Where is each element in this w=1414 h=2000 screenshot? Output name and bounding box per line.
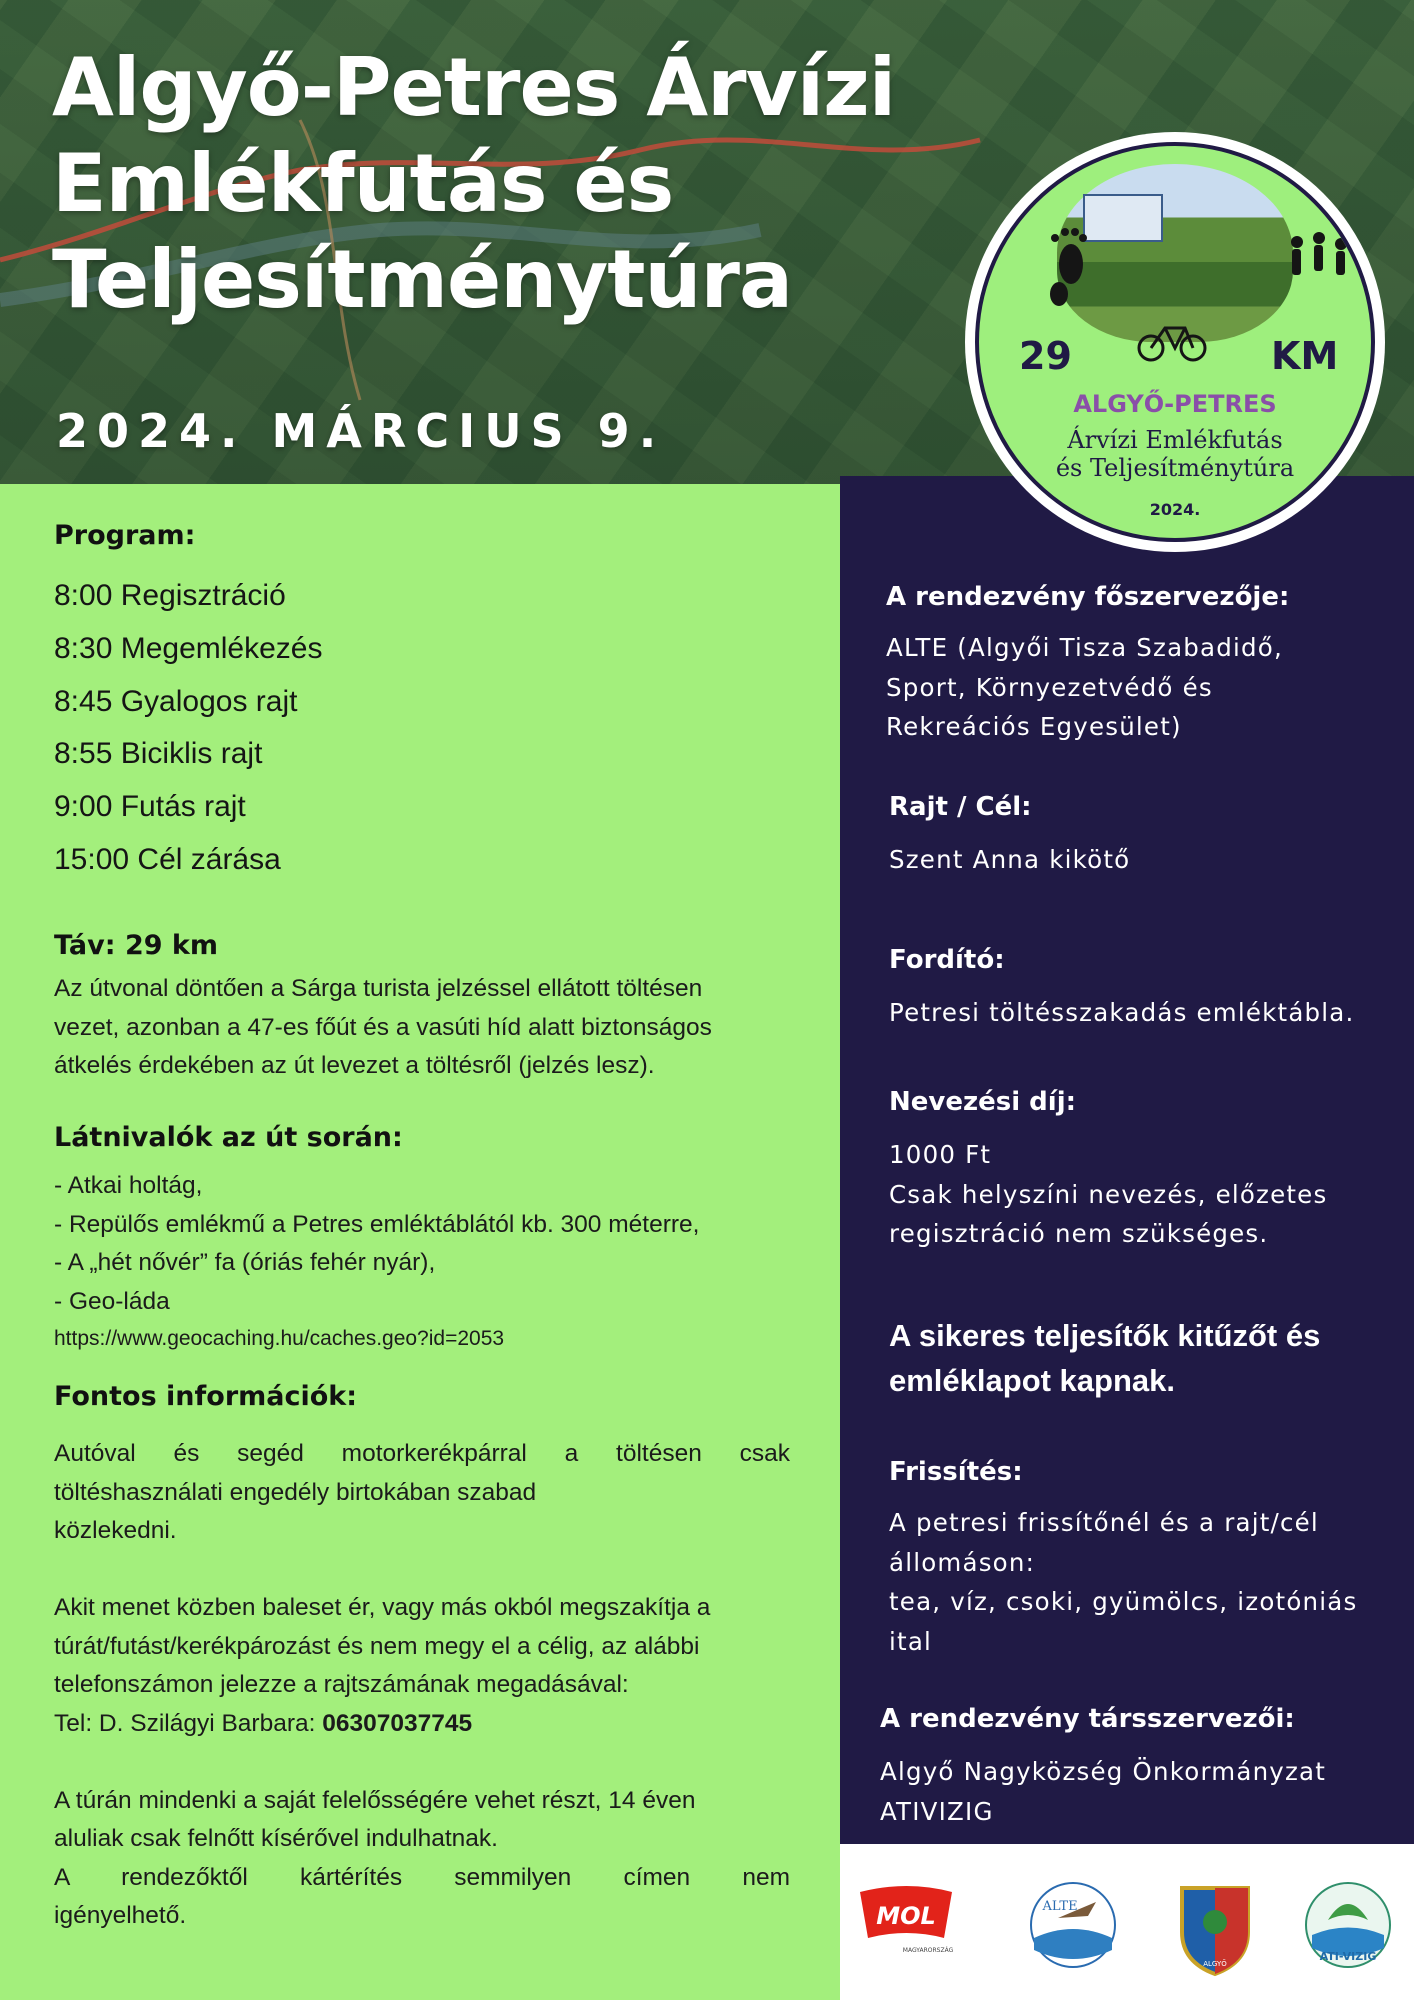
alte-logo <box>1018 1880 1128 1975</box>
algyo-coat-of-arms <box>1170 1880 1260 1985</box>
turnpoint-heading: Fordító: <box>889 945 1005 975</box>
title-line-2: Emlékfutás és <box>52 137 674 230</box>
badge-subtitle: Árvízi Emlékfutás és Teljesítménytúra <box>1055 426 1295 482</box>
program-item: 8:55 Biciklis rajt <box>54 737 263 771</box>
badge-inner <box>975 142 1375 542</box>
badge-unit: KM <box>1271 334 1339 378</box>
mol-logo-text: MOL <box>876 1902 936 1930</box>
reward-note: A sikeres teljesítők kitűzőt és emléklapot kapnak. <box>889 1318 1321 1398</box>
fee-text: 1000 Ft Csak helyszíni nevezés, előzetes regisztráció nem szükséges. <box>889 1140 1328 1248</box>
important-heading: Fontos információk: <box>54 1381 358 1412</box>
program-item: 8:45 Gyalogos rajt <box>54 684 298 718</box>
coorganizers-heading: A rendezvény társszervezői: <box>880 1704 1295 1734</box>
badge-year: 2024. <box>1149 500 1201 519</box>
event-title <box>52 40 895 328</box>
important-info: Autóval és segéd motorkerékpárral a töltésen csak töltéshasználati engedély birtokában szabad közlekedni. Akit menet közben baleset ér, vagy más okból megszakítja a túrát/futást/kerékpározást és nem megy el a célig, az alábbi telefonszámon jelezze a rajtszámának megadásával: Tel: D. Szilágyi Barbara: 06307037745 A túrán mindenki a saját felelősségére vehet részt, 14 éven aluliak csak felnőtt kísérővel indulhatnak. A rendezőktől kártérítés semmilyen címen nem igényelhető. <box>54 1440 790 1929</box>
alte-logo-text: ALTE <box>1042 1899 1078 1914</box>
sight-item: - Atkai holtág, <box>54 1172 203 1199</box>
ativizig-logo-text: ATI-VIZIG <box>1319 1950 1377 1963</box>
start-finish-value: Szent Anna kikötő <box>889 845 1131 874</box>
organizer-text: ALTE (Algyői Tisza Szabadidő, Sport, Környezetvédő és Rekreációs Egyesület) <box>886 633 1283 741</box>
distance-heading: Táv: 29 km <box>54 930 219 961</box>
start-finish-heading: Rajt / Cél: <box>889 792 1032 822</box>
geocache-link[interactable]: https://www.geocaching.hu/caches.geo?id=2053 <box>54 1327 505 1350</box>
footprint-icon <box>1050 228 1087 306</box>
sights-list <box>54 1167 814 1321</box>
refreshment-text: A petresi frissítőnél és a rajt/cél állomáson: tea, víz, csoki, gyümölcs, izotóniás ital <box>889 1508 1358 1656</box>
turnpoint-value: Petresi töltésszakadás emléktábla. <box>889 998 1355 1027</box>
bicycle-icon <box>1139 328 1205 360</box>
program-item: 8:00 Regisztráció <box>54 579 286 612</box>
title-line-1: Algyő-Petres Árvízi <box>52 41 896 134</box>
program-heading: Program: <box>54 520 196 551</box>
ativizig-logo <box>1298 1880 1398 1975</box>
organizer-heading: A rendezvény főszervezője: <box>886 582 1290 612</box>
program-item: 9:00 Futás rajt <box>54 790 246 824</box>
fee-heading: Nevezési díj: <box>889 1087 1077 1117</box>
sights-heading: Látnivalók az út során: <box>54 1122 403 1153</box>
sight-item: - Repülős emlékmű a Petres emléktáblától kb. 300 méterre, <box>54 1210 700 1238</box>
mol-logo <box>852 1880 962 1965</box>
contact-phone: Tel: D. Szilágyi Barbara: 06307037745 <box>54 1709 473 1737</box>
badge-distance: 29 <box>1019 334 1072 378</box>
sight-item: - Geo-láda <box>54 1287 170 1315</box>
phone-number[interactable]: 06307037745 <box>322 1709 473 1737</box>
badge-name: ALGYŐ-PETRES <box>1073 390 1277 418</box>
mol-logo-subtext: MAGYARORSZÁG <box>902 1947 954 1954</box>
program-item: 8:30 Megemlékezés <box>54 631 323 665</box>
event-date: 2024. MÁRCIUS 9. <box>56 404 666 458</box>
program-item: 15:00 Cél zárása <box>54 842 281 876</box>
distance-description: Az útvonal döntően a Sárga turista jelzéssel ellátott töltésen vezet, azonban a 47-es főút és a vasúti híd alatt biztonságos átkelés érdekében az út levezet a töltésről (jelzés lesz). <box>54 975 712 1079</box>
event-badge <box>965 132 1385 552</box>
refreshment-heading: Frissítés: <box>889 1457 1023 1487</box>
algyo-logo-text: ALGYŐ <box>1203 1960 1227 1968</box>
runners-icon <box>1291 232 1347 275</box>
coorganizers-text: Algyő Nagyközség Önkormányzat ATIVIZIG <box>880 1757 1327 1826</box>
sight-item: - A „hét nővér” fa (óriás fehér nyár), <box>54 1249 436 1276</box>
program-list <box>54 570 322 887</box>
title-line-3: Teljesítménytúra <box>52 233 792 326</box>
